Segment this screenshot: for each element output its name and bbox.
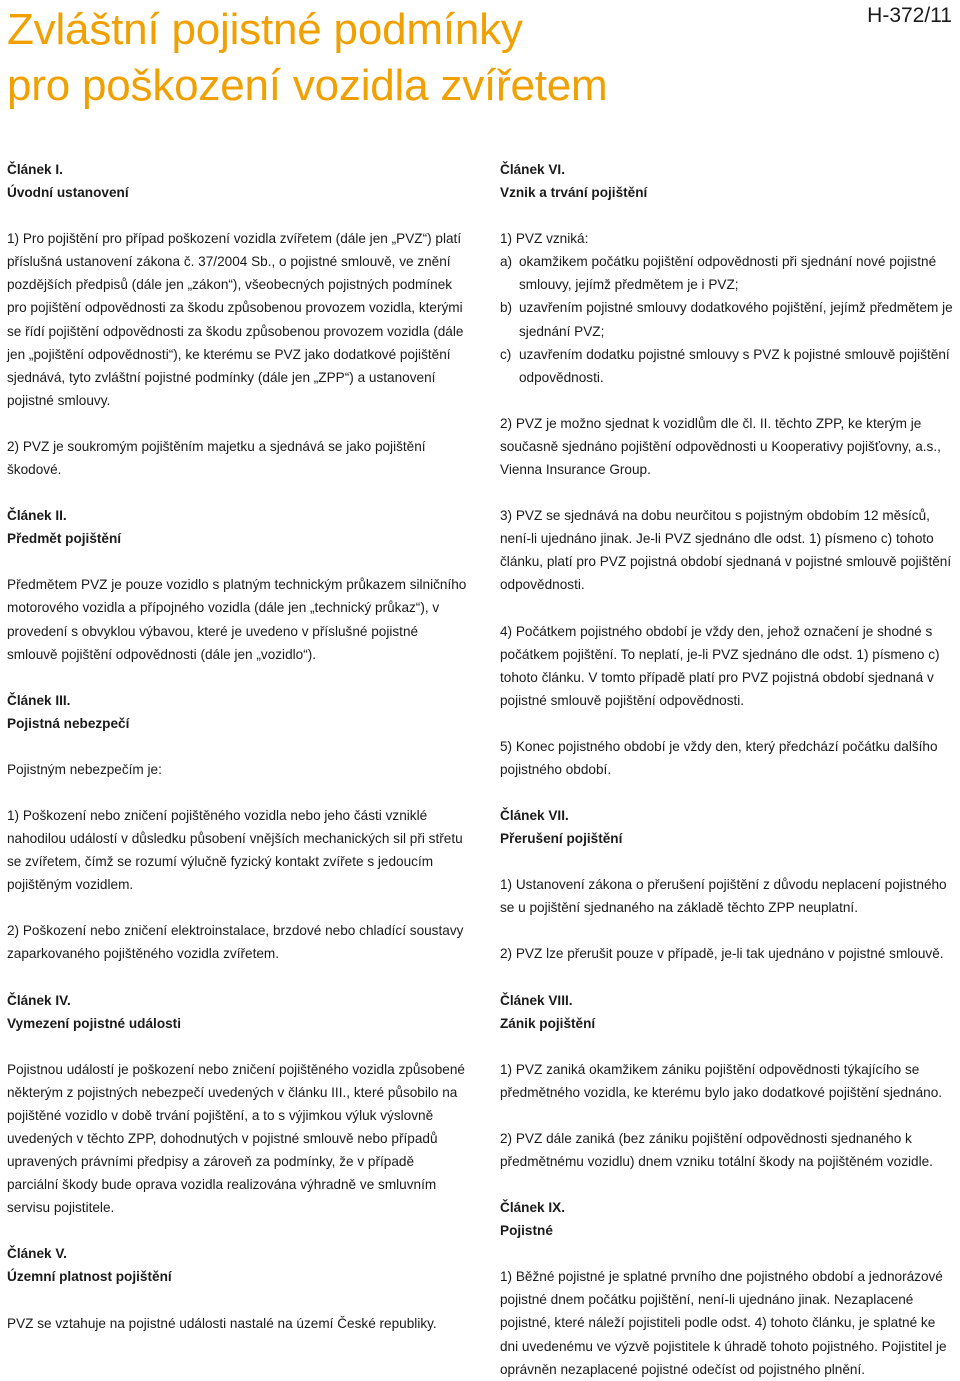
paragraph: 1) PVZ vzniká: [500,231,589,247]
article-title: Úvodní ustanovení [7,185,129,201]
title-line-1: Zvláštní pojistné podmínky [7,5,523,54]
paragraph: 1) PVZ zaniká okamžikem zániku pojištění odpovědnosti týkajícího se předmětného vozidla, ke kterému bylo jako dodatkové pojištění sjednáno. [500,1061,943,1100]
list-text: uzavřením dodatku pojistné smlouvy s PVZ k pojistné smlouvě pojištění odpovědnosti. [519,346,950,385]
paragraph: 1) Běžné pojistné je splatné prvního dne pojistného období a jednorázové pojistné dnem počátku pojištění, není-li ujednáno jinak. Nezaplacené pojistné, které náleží pojistiteli podle odst. 4) tohoto článku, je splatné ke dni uvedenému ve výzvě pojistitele k úhradě tohoto pojistného. Pojistitel je oprávněn nezaplacené pojistné odečíst od pojistného plnění. [500,1269,947,1377]
list-letter: b) [500,300,513,316]
article-number: Článek V. [7,1246,67,1262]
left-column [7,158,469,1358]
article-2 [7,504,469,666]
list-letter: a) [500,254,513,270]
document-id: H-372/11 [867,4,952,27]
article-number: Článek I. [7,162,63,177]
paragraph: Pojistným nebezpečím je: [7,761,162,777]
paragraph: Předmětem PVZ je pouze vozidlo s platným technickým průkazem silničního motorového vozidla a přípojného vozidla (dále jen „technický průkaz“), v provedení s obvyklou výbavou, které je uvedeno v příslušné pojistné smlouvě pojištění odpovědnosti (dále jen „vozidlo“). [7,577,467,662]
article-number: Článek III. [7,692,71,708]
article-number: Článek VII. [500,808,569,824]
paragraph: 2) PVZ lze přerušit pouze v případě, je-li tak ujednáno v pojistné smlouvě. [500,946,944,962]
paragraph: 3) PVZ se sjednává na dobu neurčitou s pojistným obdobím 12 měsíců, není-li ujednáno jinak. Je-li PVZ sjednáno dle odst. 1) písmeno c) tohoto článku, platí pro PVZ pojistná období sjednaná v pojistné smlouvě pojištění odpovědnosti. [500,508,952,593]
article-number: Článek VIII. [500,992,573,1008]
list-text: okamžikem počátku pojištění odpovědnosti při sjednání nové pojistné smlouvy, jejímž předmětem je i PVZ; [519,254,937,293]
paragraph: 2) Poškození nebo zničení elektroinstalace, brzdové nebo chladící soustavy zaparkovaného pojištěného vozidla zvířetem. [7,923,464,962]
paragraph: 1) Ustanovení zákona o přerušení pojištění z důvodu neplacení pojistného se u pojištění sjednaného na základě těchto ZPP neuplatní. [500,877,947,916]
article-title: Vznik a trvání pojištění [500,185,648,201]
article-title: Pojistné [500,1223,553,1239]
paragraph: 2) PVZ je možno sjednat k vozidlům dle čl. II. těchto ZPP, ke kterým je současně sjednáno pojištění odpovědnosti u Kooperativy pojišťovny, a.s., Vienna Insurance Group. [500,415,941,478]
paragraph: PVZ se vztahuje na pojistné události nastalé na území České republiky. [7,1315,437,1331]
article-title: Přerušení pojištění [500,831,623,847]
article-number: Článek IV. [7,992,71,1008]
paragraph: Pojistnou událostí je poškození nebo zničení pojištěného vozidla způsobené některým z pojistných nebezpečí uvedených v článku III., které působilo na pojištěné vozidlo v době trvání pojištění, a to s výjimkou výluk výslovně uvedených v těchto ZPP, dohodnutých v pojistné smlouvě nebo případů upravených právními předpisy a zároveň za podmínky, že v případě parciální škody bude oprava vozidla realizována výhradně ve smluvním servisu pojistitele. [7,1061,465,1216]
article-9 [500,1196,956,1381]
right-column [500,158,956,1381]
article-title: Územní platnost pojištění [7,1269,172,1285]
paragraph: 2) PVZ dále zaniká (bez zániku pojištění odpovědnosti sjednaného k předmětnému vozidlu) dnem vzniku totální škody na pojištěném vozidle. [500,1130,933,1169]
article-5 [7,1242,469,1334]
article-3 [7,689,469,966]
article-title: Předmět pojištění [7,531,122,547]
paragraph: 1) Poškození nebo zničení pojištěného vozidla nebo jeho části vzniklé nahodilou událostí v důsledku působení vnějších mechanických sil při střetu se zvířetem, čímž se rozumí výlučně fyzický kontakt zvířete s jedoucím pojištěným vozidlem. [7,807,463,893]
article-number: Článek VI. [500,162,565,177]
article-6 [500,158,956,781]
article-title: Pojistná nebezpečí [7,715,130,731]
paragraph: 1) Pro pojištění pro případ poškození vozidla zvířetem (dále jen „PVZ“) platí příslušná ustanovení zákona č. 37/2004 Sb., o pojistné smlouvě, ve znění pozdějších předpisů (dále jen „zákon“), všeobecných pojistných podmínek pro pojištění odpovědnosti za škodu způsobenou provozem vozidla, kterými se řídí pojištění odpovědnosti za škodu způsobenou provozem vozidla (dále jen „pojištění odpovědnosti“), ke kterému se PVZ jako dodatkové pojištění sjednává, tyto zvláštní pojistné podmínky (dále jen „ZPP“) a ustanovení pojistné smlouvy. [7,231,464,408]
article-title: Zánik pojištění [500,1015,596,1031]
article-7 [500,804,956,965]
article-number: Článek IX. [500,1200,565,1216]
list-text: uzavřením pojistné smlouvy dodatkového pojištění, jejímž předmětem je sjednání PVZ; [519,300,953,339]
list-item [500,296,956,342]
title-line-2: pro poškození vozidla zvířetem [7,61,608,110]
document-title [7,2,608,114]
paragraph: 4) Počátkem pojistného období je vždy den, jehož označení je shodné s počátkem pojištění. To neplatí, je-li PVZ sjednáno dle odst. 1) písmeno c) tohoto článku. V tomto případě platí pro PVZ pojistná období sjednaná v pojistné smlouvě pojištění odpovědnosti. [500,623,940,708]
article-number: Článek II. [7,508,67,524]
lettered-list [500,250,956,389]
paragraph: 2) PVZ je soukromým pojištěním majetku a sjednává se jako pojištění škodové. [7,438,426,478]
article-8 [500,989,956,1174]
list-letter: c) [500,346,512,362]
list-item [500,250,956,296]
article-4 [7,989,469,1220]
article-title: Vymezení pojistné události [7,1015,181,1031]
article-1 [7,158,469,481]
paragraph: 5) Konec pojistného období je vždy den, který předchází počátku dalšího pojistného období. [500,738,938,777]
list-item [500,343,956,389]
